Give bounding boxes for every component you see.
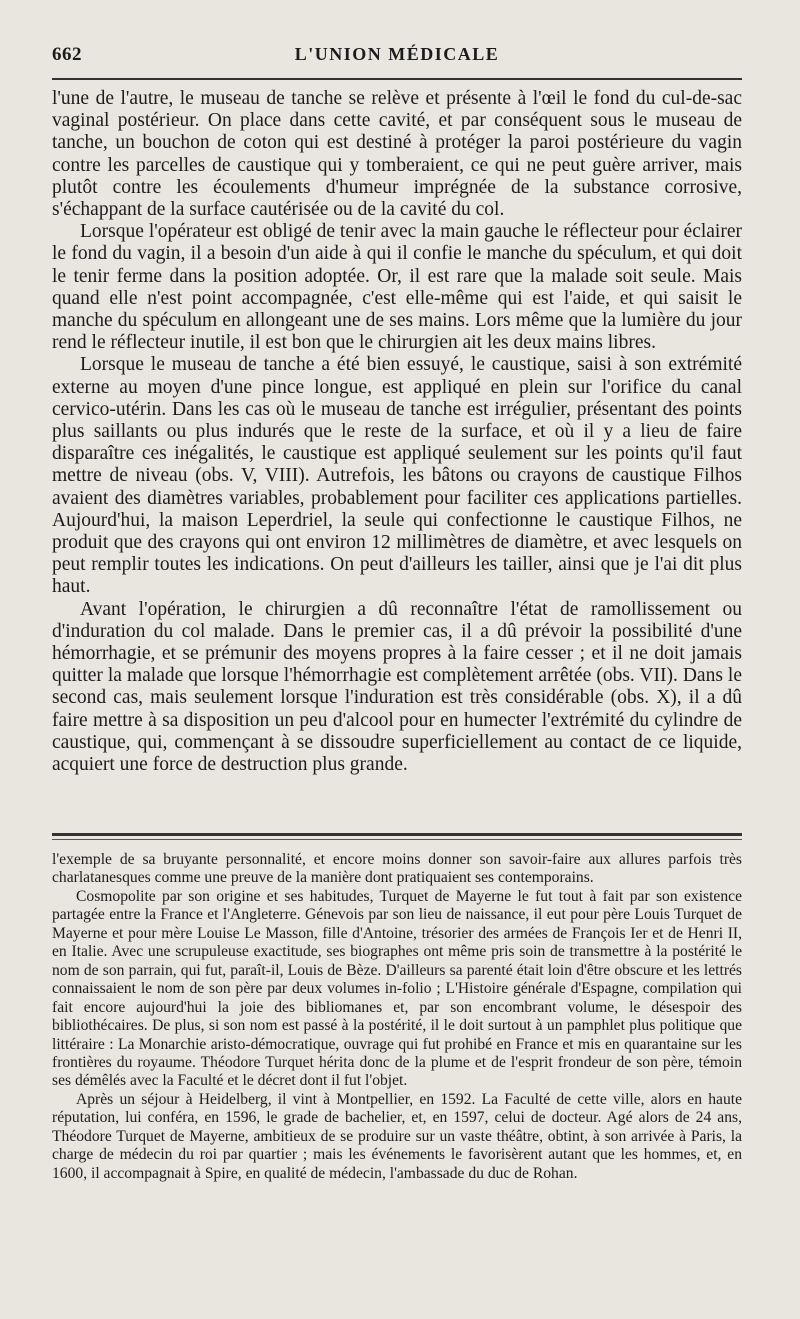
page-number: 662 xyxy=(52,44,82,65)
running-header xyxy=(52,44,742,74)
paragraph: l'une de l'autre, le museau de tanche se relève et présente à l'œil le fond du cul-de-sac vaginal postérieur. On place dans cette cavité, et par conséquent sous le museau de tanche, un bouchon de coton qui est destiné à protéger la paroi postérieure du vagin contre les parcelles de caustique qui y tomberaient, ce qui ne peut guère arriver, mais plutôt contre les écoulements d'humeur imprégnée de la substance corrosive, s'échappant de la surface cautérisée ou de la cavité du col. xyxy=(52,88,742,221)
paragraph: Lorsque le museau de tanche a été bien essuyé, le caustique, saisi à son extrémité externe au moyen d'une pince longue, est appliqué en plein sur l'orifice du canal cervico-utérin. Dans les cas où le museau de tanche est irrégulier, présentant des points plus saillants ou plus indurés que le reste de la surface, et où il y a lieu de faire disparaître ces inégalités, le caustique est appliqué seulement sur les points qu'il faut mettre de niveau (obs. V, VIII). Autrefois, les bâtons ou crayons de caustique Filhos avaient des diamètres variables, probablement pour faciliter ces applications partielles. Aujourd'hui, la maison Leperdriel, la seule qui confectionne le caustique Filhos, ne produit que des crayons qui ont environ 12 millimètres de diamètre, et avec lesquels on peut remplir toutes les indications. On peut d'ailleurs les tailler, ainsi que je l'ai dit plus haut. xyxy=(52,354,742,598)
section-divider xyxy=(52,833,742,840)
header-rule xyxy=(52,78,742,80)
paragraph: Lorsque l'opérateur est obligé de tenir avec la main gauche le réflecteur pour éclairer le fond du vagin, il a besoin d'un aide à qui il confie le manche du spéculum, et qui doit le tenir ferme dans la position adoptée. Or, il est rare que la malade soit seule. Mais quand elle n'est point accompagnée, c'est elle-même qui est l'aide, et qui saisit le manche du spéculum en allongeant une de ses mains. Lors même que la lumière du jour rend le réflecteur inutile, il est bon que le chirurgien ait les deux mains libres. xyxy=(52,221,742,354)
feuilleton-text xyxy=(52,851,742,1183)
paragraph: Cosmopolite par son origine et ses habitudes, Turquet de Mayerne le fut tout à fait par son existence partagée entre la France et l'Angleterre. Génevois par son lieu de naissance, il eut pour père Louis Turquet de Mayerne et pour mère Louise Le Masson, fille d'Antoine, trésorier des armées de François Ier et de Henri II, en Italie. Avec une scrupuleuse exactitude, ses biographes ont même pris soin de transmettre à la postérité le nom de son parrain, qui fut, paraît-il, Louis de Bèze. D'ailleurs sa parenté était loin d'être obscure et les lettrés connaissaient le nom de son père par deux volumes in-folio ; L'Histoire générale d'Espagne, compilation qui fait encore aujourd'hui la joie des bibliomanes et, par son encombrant volume, le désespoir des bibliothécaires. De plus, si son nom est passé à la postérité, il le doit surtout à un pamphlet plus politique que littéraire : La Monarchie aristo-démocratique, ouvrage qui fut prohibé en France et mis en quarantaine sur les frontières du royaume. Théodore Turquet hérita donc de la plume et de l'esprit frondeur de son père, témoin ses démêlés avec la Faculté et le décret dont il fut l'objet. xyxy=(52,887,742,1090)
paragraph: Après un séjour à Heidelberg, il vint à Montpellier, en 1592. La Faculté de cette ville, alors en haute réputation, lui conféra, en 1596, le grade de bachelier, et, en 1597, celui de docteur. Agé alors de 24 ans, Théodore Turquet de Mayerne, ambitieux de se produire sur un vaste théâtre, obtint, à son arrivée à Paris, la charge de médecin du roi par quartier ; mais les événements le favorisèrent autant que les hommes, et, en 1600, il accompagnait à Spire, en qualité de médecin, l'ambassade du duc de Rohan. xyxy=(52,1090,742,1182)
journal-title: L'UNION MÉDICALE xyxy=(294,44,500,64)
paragraph: l'exemple de sa bruyante personnalité, et encore moins donner son savoir-faire aux allures parfois très charlatanesques comme une preuve de la manière dont pratiquaient ses contemporains. xyxy=(52,851,742,887)
main-article-text xyxy=(52,88,742,776)
paragraph: Avant l'opération, le chirurgien a dû reconnaître l'état de ramollissement ou d'induration du col malade. Dans le premier cas, il a dû prévoir la possibilité d'une hémorrhagie, et se prémunir des moyens propres à la faire cesser ; et il ne doit jamais quitter la malade que lorsque l'hémorrhagie est complètement arrêtée (obs. VII). Dans le second cas, mais seulement lorsque l'induration est très considérable (obs. X), il a dû faire mettre à sa disposition un peu d'alcool pour en humecter l'extrémité du cylindre de caustique, qui, commençant à se dissoudre superficiellement au contact de ce liquide, acquiert une force de destruction plus grande. xyxy=(52,598,742,776)
